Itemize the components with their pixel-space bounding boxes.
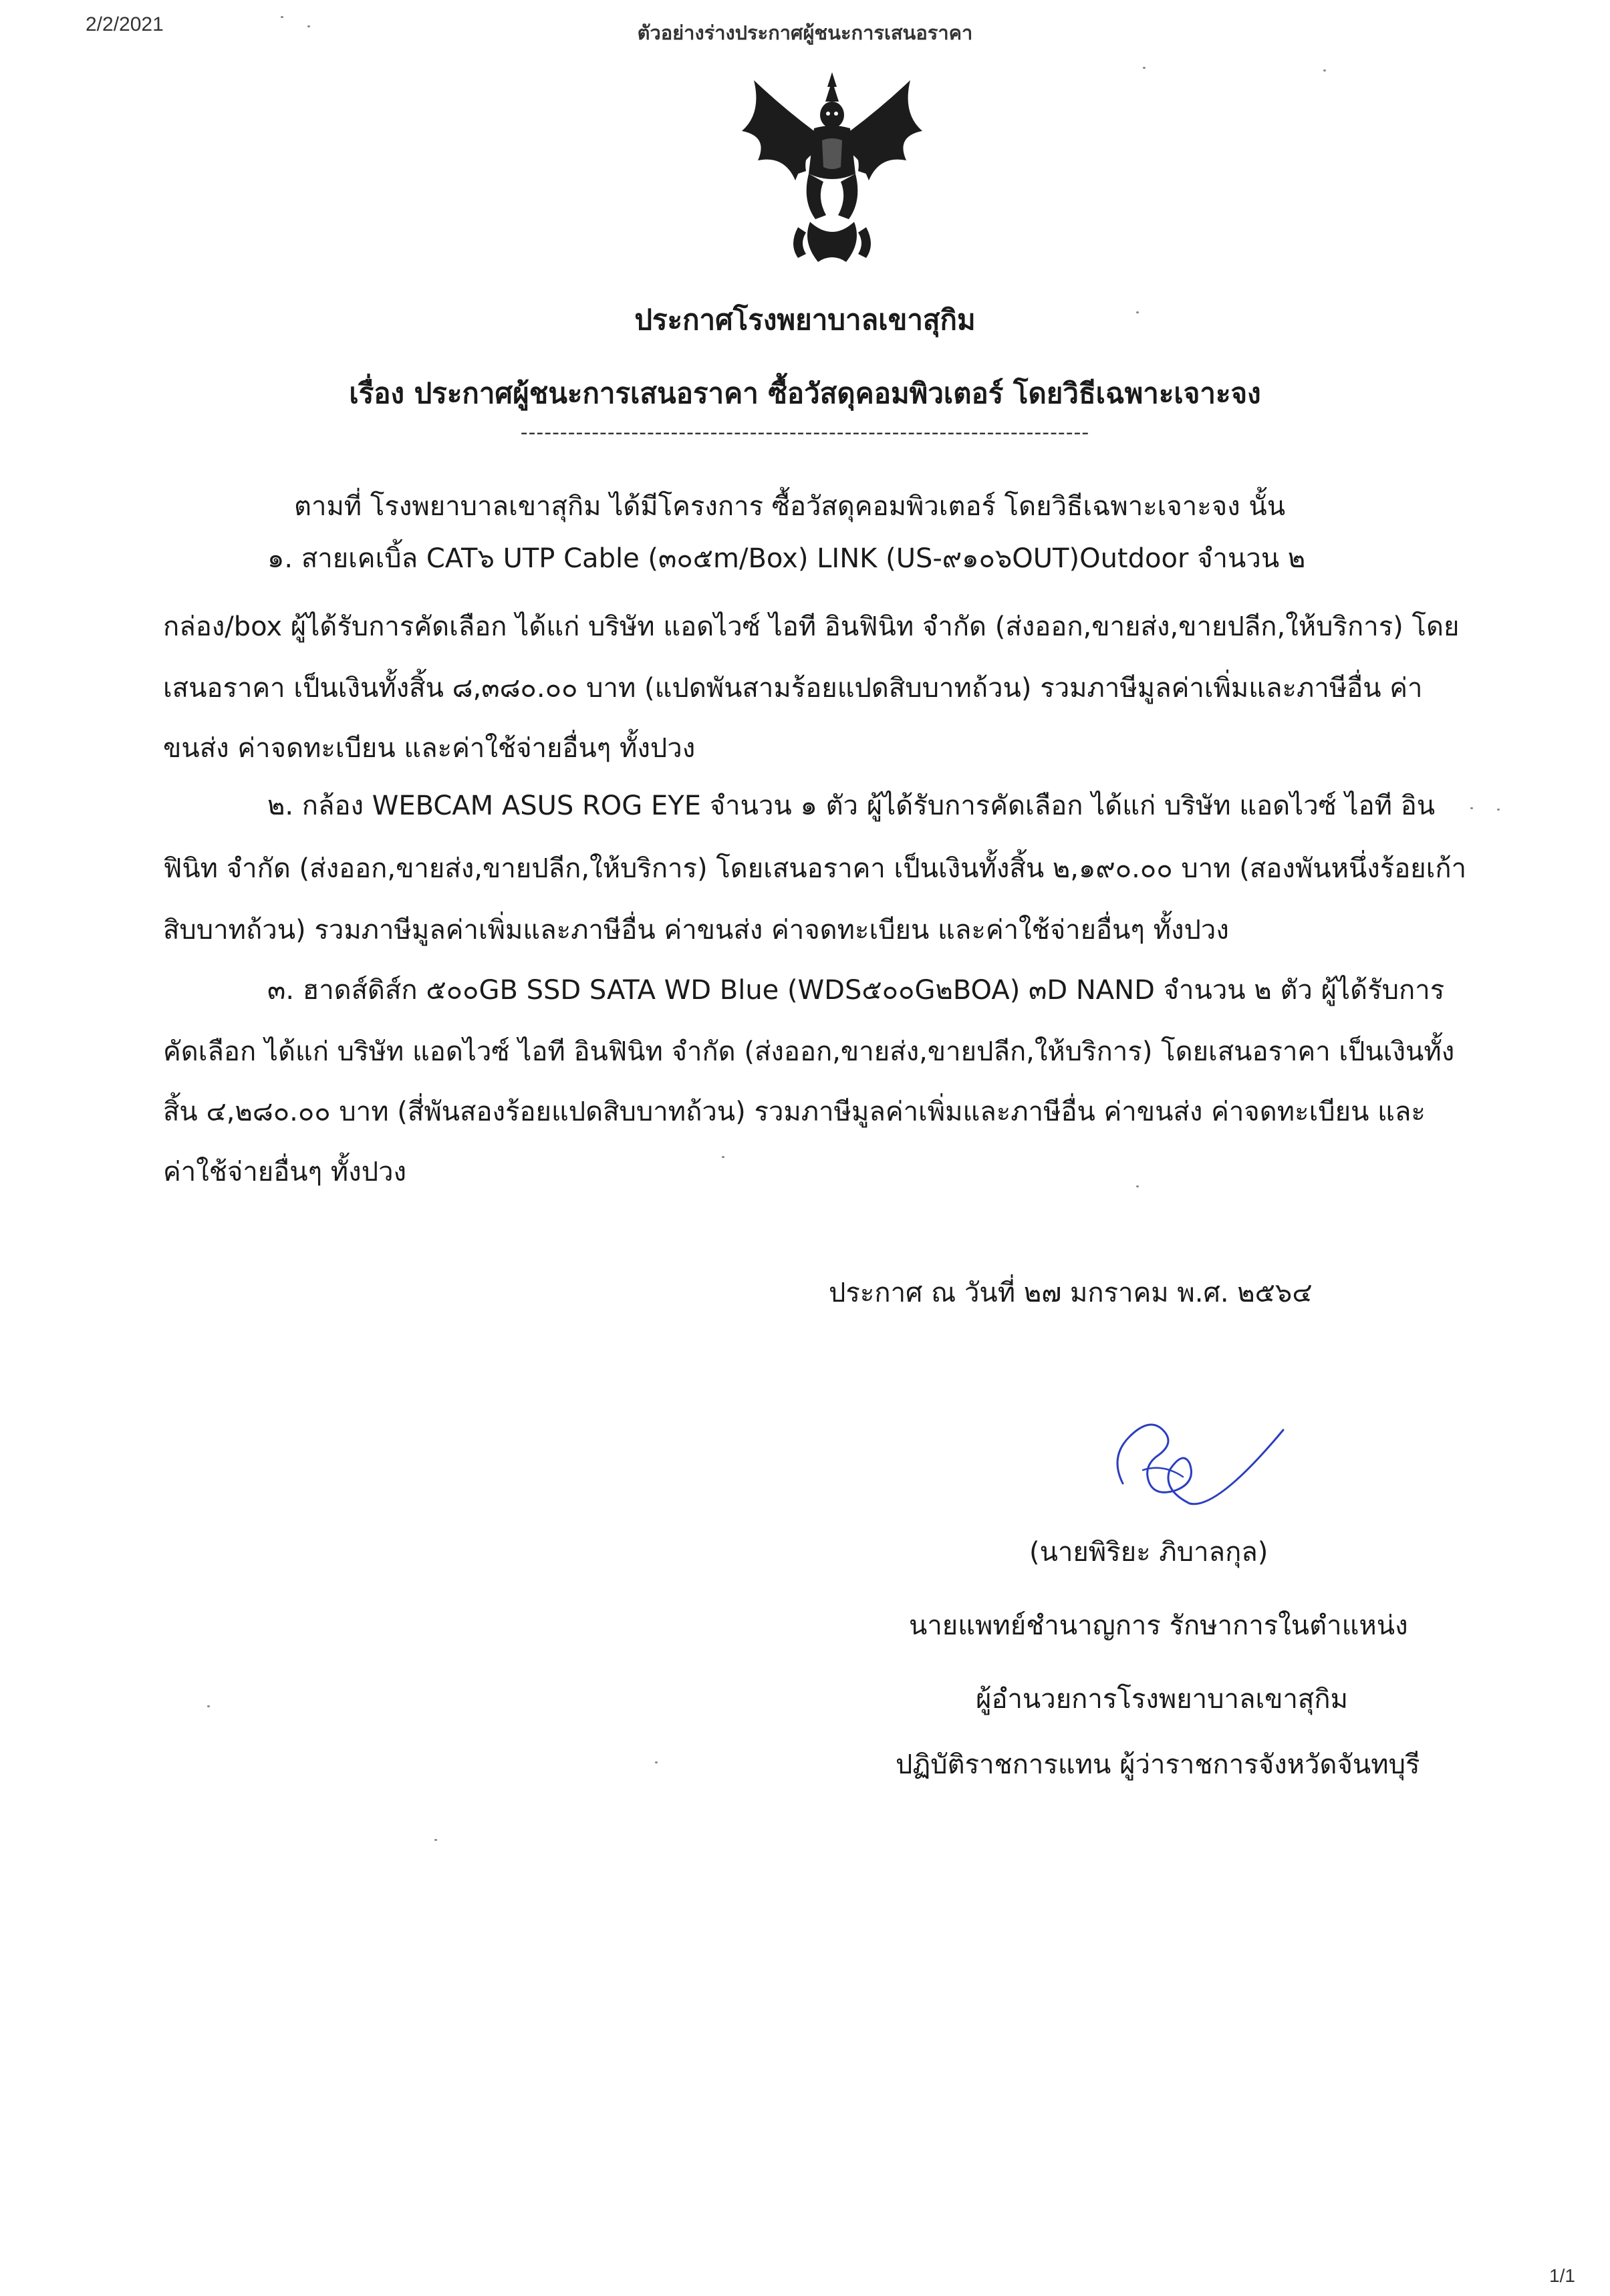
scan-speck	[281, 16, 283, 18]
garuda-emblem-icon	[728, 67, 936, 274]
body-line: สิ้น ๔,๒๘๐.๐๐ บาท (สี่พันสองร้อยแปดสิบบาทถ้วน) รวมภาษีมูลค่าเพิ่มและภาษีอื่น ค่าขนส่ง ค่าจดทะเบียน และ	[163, 1097, 1426, 1127]
body-line: ๒. กล้อง WEBCAM ASUS ROG EYE จำนวน ๑ ตัว ผู้ได้รับการคัดเลือก ได้แก่ บริษัท แอดไวซ์ ไอที อิน	[267, 791, 1436, 821]
separator-line: ------------------------------------------------------------------------	[520, 421, 1090, 444]
body-line: ขนส่ง ค่าจดทะเบียน และค่าใช้จ่ายอื่นๆ ทั้งปวง	[163, 733, 696, 764]
body-line: ตามที่ โรงพยาบาลเขาสุกิม ได้มีโครงการ ซื้อวัสดุคอมพิวเตอร์ โดยวิธีเฉพาะเจาะจง นั้น	[294, 491, 1286, 522]
page-number: 1/1	[1549, 2265, 1575, 2286]
print-date: 2/2/2021	[86, 13, 164, 35]
announcement-date: ประกาศ ณ วันที่ ๒๗ มกราคม พ.ศ. ๒๕๖๔	[829, 1278, 1313, 1308]
scan-speck	[722, 1156, 724, 1158]
signatory-name: (นายพิริยะ ภิบาลกุล)	[1029, 1537, 1268, 1568]
scan-speck	[655, 1761, 658, 1763]
body-line: สิบบาทถ้วน) รวมภาษีมูลค่าเพิ่มและภาษีอื่น ค่าขนส่ง ค่าจดทะเบียน และค่าใช้จ่ายอื่นๆ ทั้งปวง	[163, 915, 1229, 946]
scan-speck	[1497, 809, 1500, 811]
scan-speck	[307, 25, 310, 27]
scan-speck	[1136, 311, 1139, 313]
document-header-title: ตัวอย่างร่างประกาศผู้ชนะการเสนอราคา	[637, 21, 973, 44]
signatory-position: ปฏิบัติราชการแทน ผู้ว่าราชการจังหวัดจันทบุรี	[896, 1749, 1420, 1780]
announcement-title: ประกาศโรงพยาบาลเขาสุกิม	[634, 303, 976, 336]
signatory-position: นายแพทย์ชำนาญการ รักษาการในตำแหน่ง	[909, 1610, 1408, 1641]
scan-speck	[434, 1839, 437, 1841]
body-line: เสนอราคา เป็นเงินทั้งสิ้น ๘,๓๘๐.๐๐ บาท (แปดพันสามร้อยแปดสิบบาทถ้วน) รวมภาษีมูลค่าเพิ่มและภาษีอื่น ค่า	[163, 673, 1423, 704]
signatory-position: ผู้อำนวยการโรงพยาบาลเขาสุกิม	[976, 1684, 1348, 1715]
body-line: ๓. ฮาดส์ดิส์ก ๕๐๐GB SSD SATA WD Blue (WDS๕๐๐G๒BOA) ๓D NAND จำนวน ๒ ตัว ผู้ได้รับการ	[267, 975, 1445, 1006]
signature-icon	[1103, 1403, 1290, 1524]
scan-speck	[1470, 807, 1473, 809]
body-line: ๑. สายเคเบิ้ล CAT๖ UTP Cable (๓๐๕m/Box) LINK (US-๙๑๐๖OUT)Outdoor จำนวน ๒	[267, 543, 1306, 574]
body-line: ค่าใช้จ่ายอื่นๆ ทั้งปวง	[163, 1157, 407, 1187]
body-line: ฟินิท จำกัด (ส่งออก,ขายส่ง,ขายปลีก,ให้บริการ) โดยเสนอราคา เป็นเงินทั้งสิ้น ๒,๑๙๐.๐๐ บาท (สองพันหนึ่งร้อยเก้า	[163, 853, 1467, 884]
body-line: คัดเลือก ได้แก่ บริษัท แอดไวซ์ ไอที อินฟินิท จำกัด (ส่งออก,ขายส่ง,ขายปลีก,ให้บริการ) โดยเสนอราคา เป็นเงินทั้ง	[163, 1036, 1455, 1067]
announcement-subject: เรื่อง ประกาศผู้ชนะการเสนอราคา ซื้อวัสดุคอมพิวเตอร์ โดยวิธีเฉพาะเจาะจง	[349, 377, 1261, 410]
scan-speck	[1143, 67, 1146, 69]
scan-speck	[1136, 1185, 1139, 1187]
scan-speck	[1323, 69, 1326, 71]
body-line: กล่อง/box ผู้ได้รับการคัดเลือก ได้แก่ บริษัท แอดไวซ์ ไอที อินฟินิท จำกัด (ส่งออก,ขายส่ง,ขายปลีก,ให้บริการ) โดย	[163, 611, 1460, 642]
scan-speck	[207, 1705, 210, 1707]
